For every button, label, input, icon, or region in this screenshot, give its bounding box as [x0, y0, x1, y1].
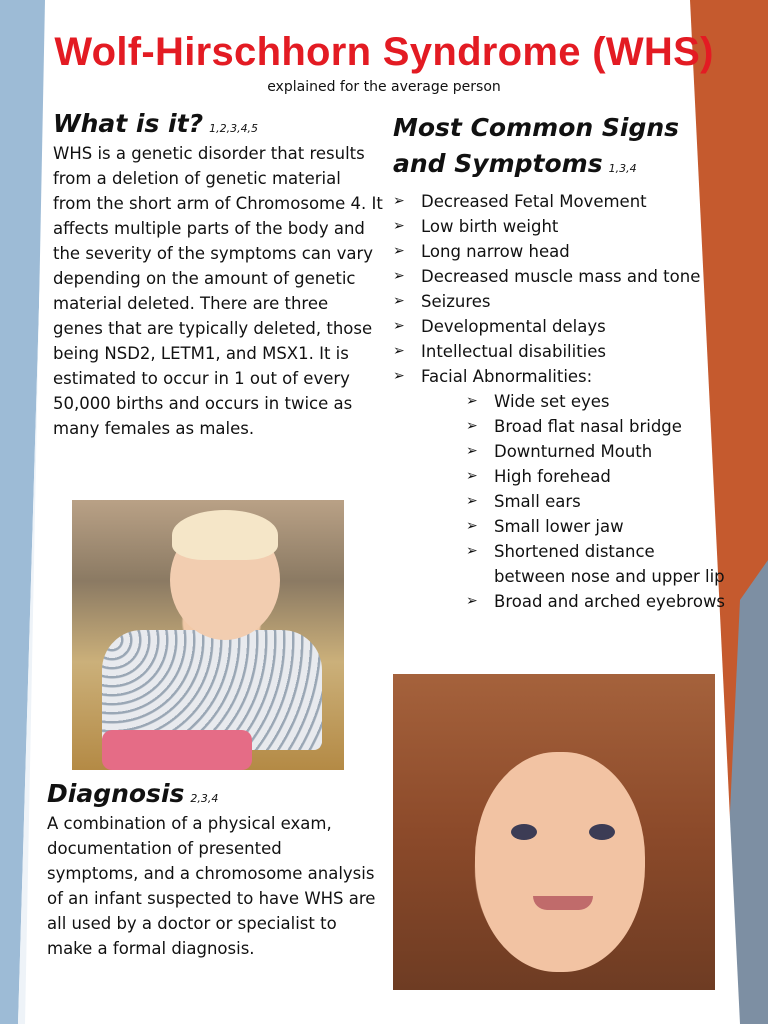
list-item: ➢ Decreased muscle mass and tone — [393, 264, 728, 289]
what-is-it-heading: What is it? 1,2,3,4,5 — [53, 109, 259, 138]
photo-mouth — [533, 896, 593, 910]
diagnosis-heading: Diagnosis 2,3,4 — [47, 779, 219, 808]
list-item-facial: ➢ Facial Abnormalities: ➢ Wide set eyes ➢ Broad flat nasal bridge ➢ Downturned Mouth ➢ High forehead ➢ Small ears ➢ Small lower jaw ➢ Shortened distance between nose and upper lip ➢ Broad and arched eyebrows — [393, 364, 728, 614]
page-title: Wolf-Hirschhorn Syndrome (WHS) — [54, 30, 714, 74]
what-is-it-refs: 1,2,3,4,5 — [209, 122, 259, 135]
symptoms-list — [393, 189, 728, 614]
sub-list-item: ➢ Shortened distance between nose and upper lip — [466, 539, 728, 589]
toddler-photo — [72, 500, 344, 770]
list-item: ➢ Seizures — [393, 289, 728, 314]
list-item: ➢ Long narrow head — [393, 239, 728, 264]
sub-list-item: ➢ Wide set eyes — [466, 389, 728, 414]
sub-list-item: ➢ Small ears — [466, 489, 728, 514]
photo-pants — [102, 730, 252, 770]
sub-list-item: ➢ Downturned Mouth — [466, 439, 728, 464]
sub-list-item: ➢ Broad flat nasal bridge — [466, 414, 728, 439]
list-item: ➢ Decreased Fetal Movement — [393, 189, 728, 214]
diagnosis-section — [47, 778, 377, 961]
sub-list-item: ➢ Broad and arched eyebrows — [466, 589, 728, 614]
diagnosis-body: A combination of a physical exam, documentation of presented symptoms, and a chromosome analysis of an infant suspected to have WHS are all used by a doctor or specialist to make a formal diagnosis. — [47, 813, 376, 958]
list-item: ➢ Intellectual disabilities — [393, 339, 728, 364]
symptoms-refs: 1,3,4 — [608, 162, 637, 175]
photo-face — [475, 752, 645, 972]
diagnosis-refs: 2,3,4 — [190, 792, 219, 805]
girl-portrait-photo — [393, 674, 715, 990]
facial-abnormalities-list — [421, 389, 728, 614]
page-subtitle: explained for the average person — [267, 79, 501, 95]
sub-list-item: ➢ High forehead — [466, 464, 728, 489]
sub-list-item: ➢ Small lower jaw — [466, 514, 728, 539]
photo-right-eye — [589, 824, 615, 840]
what-is-it-body: WHS is a genetic disorder that results from a deletion of genetic material from the short arm of Chromosome 4. It affects multiple parts of the body and the severity of the symptoms can vary depending on the amount of genetic material deleted. There are three genes that are typically deleted, those being NSD2, LETM1, and MSX1. It is estimated to occur in 1 out of every 50,000 births and occurs in twice as many females as males. — [53, 143, 383, 438]
photo-hair — [172, 510, 278, 560]
symptoms-heading: Most Common Signs and Symptoms 1,3,4 — [393, 113, 680, 178]
list-item: ➢ Low birth weight — [393, 214, 728, 239]
list-item: ➢ Developmental delays — [393, 314, 728, 339]
what-is-it-section — [53, 108, 383, 441]
symptoms-section — [393, 110, 728, 614]
photo-left-eye — [511, 824, 537, 840]
